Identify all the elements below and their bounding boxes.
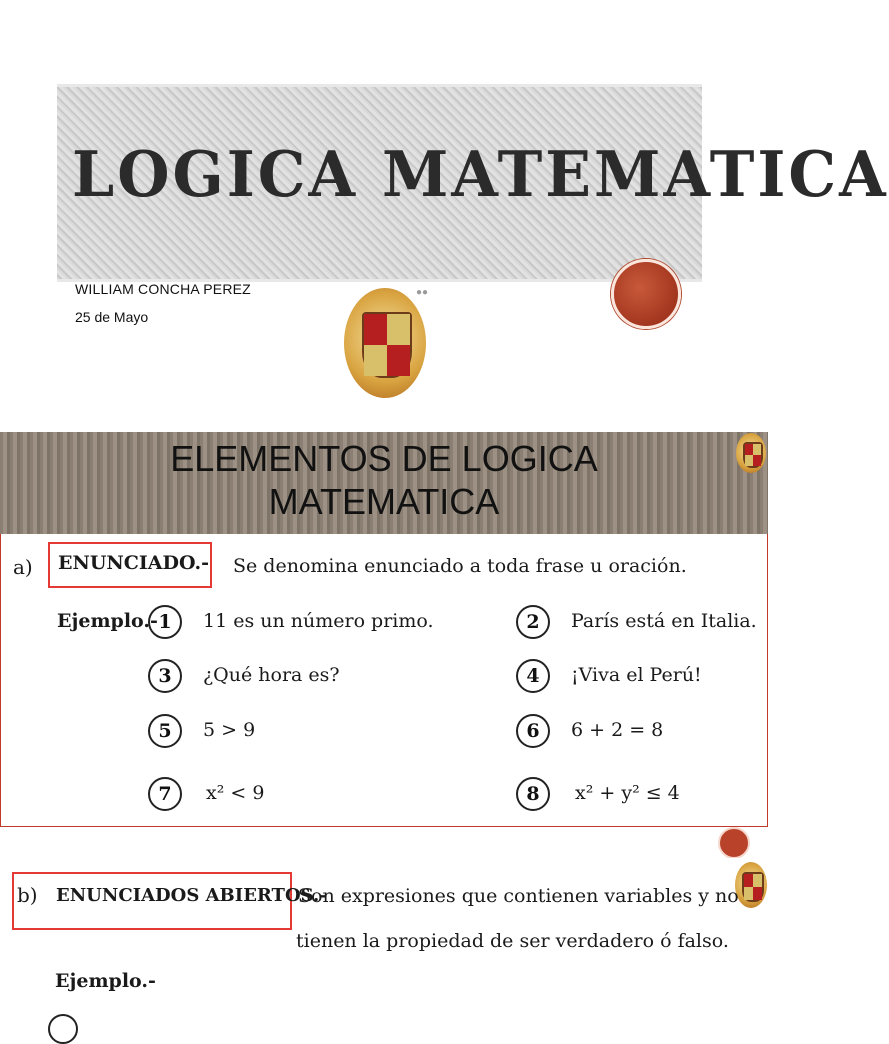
- crest-shield-icon: [362, 312, 412, 378]
- term-definition-line2: tienen la propiedad de ser verdadero ó falso.: [296, 930, 729, 952]
- example-text-3: ¿Qué hora es?: [203, 664, 340, 686]
- crest-shield-icon: [742, 872, 764, 902]
- term-enunciado: ENUNCIADO.-: [58, 552, 209, 574]
- example-text-6: 6 + 2 = 8: [571, 719, 664, 741]
- example-text-2: París está en Italia.: [571, 610, 757, 632]
- example-number-6: 6: [516, 714, 550, 748]
- section-letter-a: a): [13, 555, 33, 579]
- example-number-3: 3: [148, 659, 182, 693]
- university-crest-small: [736, 433, 766, 473]
- example-text-8: x² + y² ≤ 4: [575, 782, 680, 804]
- slide2-title-line2: MATEMATICA: [268, 481, 500, 522]
- example-number-8: 8: [516, 777, 550, 811]
- example-number-4: 4: [516, 659, 550, 693]
- example-number-5: 5: [148, 714, 182, 748]
- author-name: WILLIAM CONCHA PEREZ: [75, 281, 251, 297]
- example-label: Ejemplo.-: [55, 970, 156, 992]
- university-crest-logo: [344, 287, 429, 398]
- slide-title: LOGICA MATEMATICA: [72, 138, 889, 212]
- term-definition: Se denomina enunciado a toda frase u oración.: [233, 555, 687, 577]
- example-text-7: x² < 9: [206, 782, 265, 804]
- presentation-date: 25 de Mayo: [75, 309, 149, 325]
- section-letter-b: b): [17, 883, 38, 907]
- term-enunciados-abiertos: ENUNCIADOS ABIERTOS.-: [56, 885, 327, 906]
- decorative-dots: ●●: [416, 287, 429, 298]
- slide2-title-line1: ELEMENTOS DE LOGICA: [170, 438, 598, 479]
- example-number-1: 1: [148, 605, 182, 639]
- university-crest-small: [735, 862, 767, 908]
- example-label: Ejemplo.-: [57, 610, 158, 632]
- example-number-circle: [48, 1014, 78, 1044]
- term-definition-line1: Son expresiones que contienen variables y no: [298, 885, 739, 907]
- example-text-5: 5 > 9: [203, 719, 256, 741]
- example-number-2: 2: [516, 605, 550, 639]
- decorative-red-circle-small: [718, 827, 750, 859]
- example-number-7: 7: [148, 777, 182, 811]
- crest-shield-icon: [743, 442, 764, 468]
- decorative-red-circle: [611, 259, 681, 329]
- example-text-4: ¡Viva el Perú!: [571, 664, 702, 686]
- example-text-1: 11 es un número primo.: [203, 610, 434, 632]
